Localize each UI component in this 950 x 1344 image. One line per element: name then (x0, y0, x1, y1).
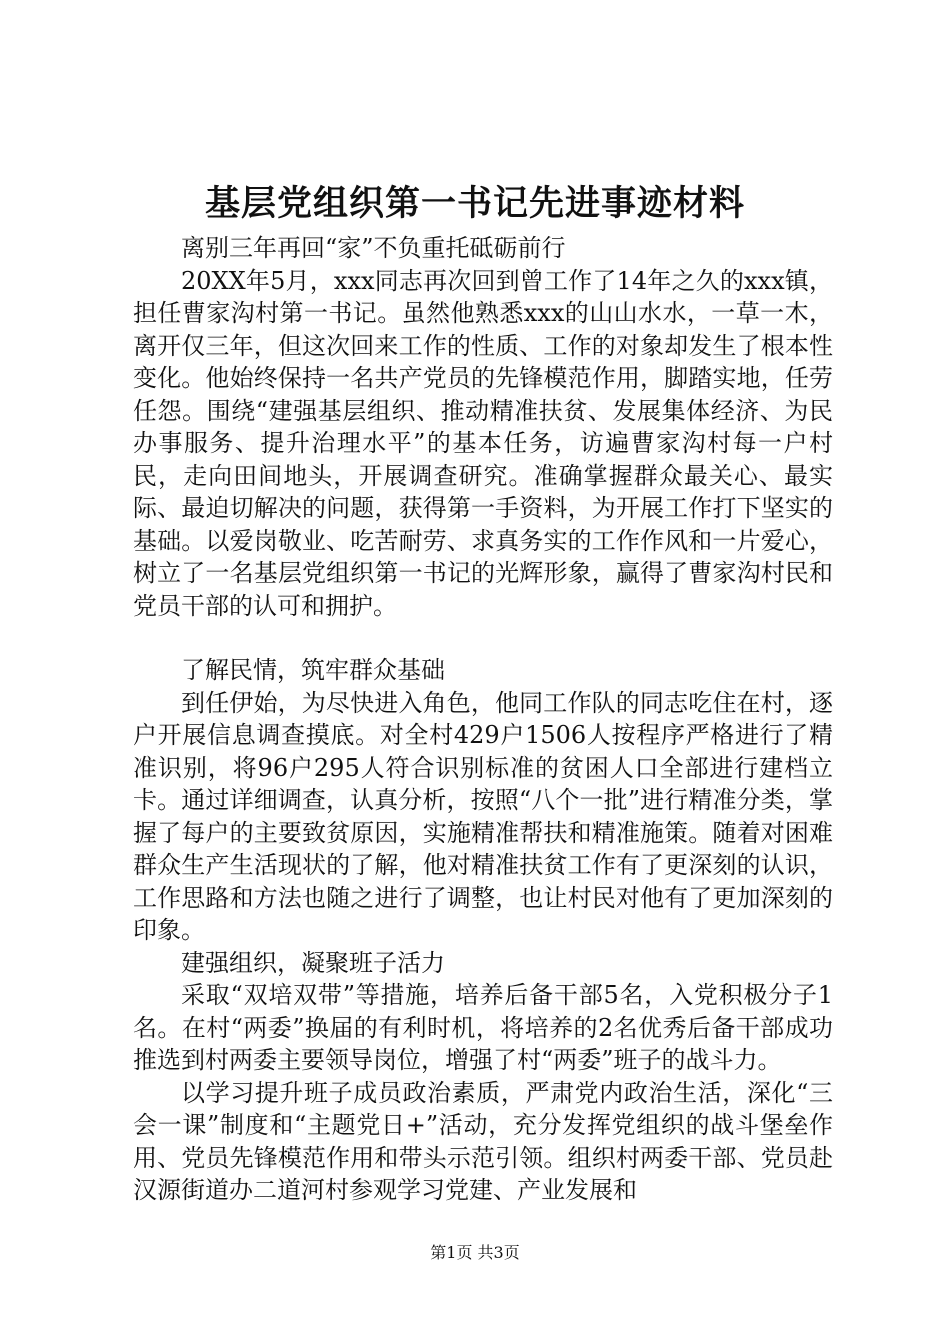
paragraph-intro: 20XX年5月，xxx同志再次回到曾工作了14年之久的xxx镇，担任曹家沟村第一书记。虽然他熟悉xxx的山山水水，一草一木，离开仅三年，但这次回来工作的性质、工作的对象却发生了根本性变化。他始终保持一名共产党员的先锋模范作用，脚踏实地，任劳任怨。围绕“建强基层组织、推动精准扶贫、发展集体经济、为民办事服务、提升治理水平”的基本任务，访遍曹家沟村每一户村民，走向田间地头，开展调查研究。准确掌握群众最关心、最实际、最迫切解决的问题，获得第一手资料，为开展工作打下坚实的基础。以爱岗敬业、吃苦耐劳、求真务实的工作作风和一片爱心，树立了一名基层党组织第一书记的光辉形象，赢得了曹家沟村民和党员干部的认可和拥护。 (133, 266, 833, 620)
page-footer: 第1页 共3页 (430, 1243, 520, 1262)
paragraph-study: 以学习提升班子成员政治素质，严肃党内政治生活，深化“三会一课”制度和“主题党日+”活动，充分发挥党组织的战斗堡垒作用、党员先锋模范作用和带头示范引领。组织村两委干部、党员赴汉源街道办二道河村参观学习党建、产业发展和 (133, 1078, 833, 1204)
paragraph-gap (133, 622, 833, 654)
section-heading-organization: 建强组织，凝聚班子活力 (181, 948, 445, 977)
paragraph-public-sentiment: 到任伊始，为尽快进入角色，他同工作队的同志吃住在村，逐户开展信息调查摸底。对全村429户1506人按程序严格进行了精准识别，将96户295人符合识别标准的贫困人口全部进行建档立卡。通过详细调查，认真分析，按照“八个一批”进行精准分类，掌握了每户的主要致贫原因，实施精准帮扶和精准施策。随着对困难群众生产生活现状的了解，他对精准扶贫工作有了更深刻的认识，工作思路和方法也随之进行了调整，也让村民对他有了更加深刻的印象。 (133, 688, 833, 944)
document-title: 基层党组织第一书记先进事迹材料 (204, 183, 745, 224)
section-heading-return: 离别三年再回“家”不负重托砥砺前行 (181, 234, 566, 262)
paragraph-organization: 采取“双培双带”等措施，培养后备干部5名，入党积极分子1名。在村“两委”换届的有利时机，将培养的2名优秀后备干部成功推选到村两委主要领导岗位，增强了村“两委”班子的战斗力。 (133, 981, 833, 1074)
document-body (133, 232, 833, 1207)
section-heading-public-sentiment: 了解民情，筑牢群众基础 (181, 656, 445, 684)
